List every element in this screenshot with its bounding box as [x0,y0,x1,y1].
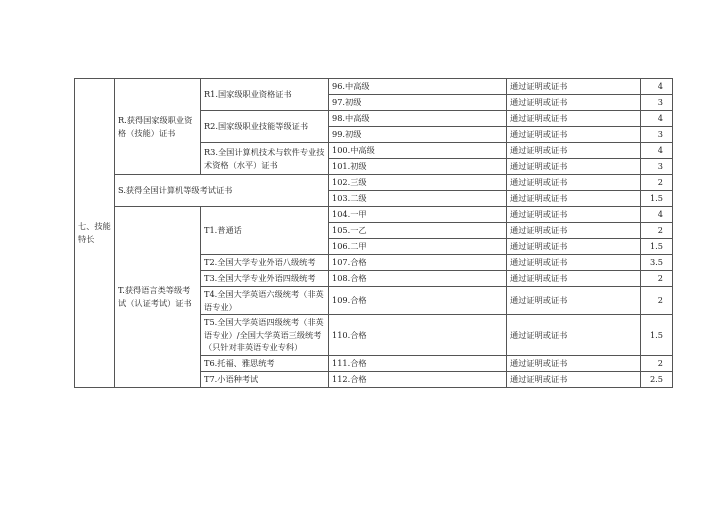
score-cell: 3 [641,95,673,111]
score-cell: 3 [641,159,673,175]
proof-cell: 通过证明或证书 [507,207,641,223]
sub-cell-r3: R3.全国计算机技术与软件专业技术资格（水平）证书 [201,143,329,175]
score-cell: 3.5 [641,255,673,271]
group-cell-r: R.获得国家级职业资格（技能）证书 [115,79,201,175]
score-cell: 1.5 [641,315,673,356]
level-cell: 112.合格 [329,372,507,388]
proof-cell: 通过证明或证书 [507,223,641,239]
level-cell: 108.合格 [329,271,507,287]
level-cell: 101.初级 [329,159,507,175]
score-cell: 2 [641,287,673,315]
table-row [75,207,673,223]
sub-cell-t2: T2.全国大学专业外语八级统考 [201,255,329,271]
level-cell: 107.合格 [329,255,507,271]
proof-cell: 通过证明或证书 [507,143,641,159]
score-cell: 2 [641,223,673,239]
proof-cell: 通过证明或证书 [507,255,641,271]
score-cell: 2 [641,175,673,191]
table-row [75,79,673,95]
proof-cell: 通过证明或证书 [507,315,641,356]
level-cell: 105.一乙 [329,223,507,239]
group-cell-s: S.获得全国计算机等级考试证书 [115,175,329,207]
level-cell: 109.合格 [329,287,507,315]
level-cell: 96.中高级 [329,79,507,95]
proof-cell: 通过证明或证书 [507,175,641,191]
level-cell: 106.二甲 [329,239,507,255]
score-cell: 2.5 [641,372,673,388]
sub-cell-r2: R2.国家级职业技能等级证书 [201,111,329,143]
sub-cell-t7: T7.小语种考试 [201,372,329,388]
level-cell: 110.合格 [329,315,507,356]
score-cell: 2 [641,356,673,372]
proof-cell: 通过证明或证书 [507,287,641,315]
level-cell: 99.初级 [329,127,507,143]
table-row [75,175,673,191]
proof-cell: 通过证明或证书 [507,127,641,143]
score-cell: 1.5 [641,191,673,207]
proof-cell: 通过证明或证书 [507,111,641,127]
proof-cell: 通过证明或证书 [507,271,641,287]
level-cell: 102.三级 [329,175,507,191]
category-cell: 七、技能特长 [75,79,115,388]
level-cell: 103.二级 [329,191,507,207]
level-cell: 97.初级 [329,95,507,111]
group-cell-t: T.获得语言类等级考试（认证考试）证书 [115,207,201,388]
proof-cell: 通过证明或证书 [507,79,641,95]
proof-cell: 通过证明或证书 [507,95,641,111]
score-cell: 4 [641,143,673,159]
score-cell: 3 [641,127,673,143]
sub-cell-t4: T4.全国大学英语六级统考（非英语专业） [201,287,329,315]
level-cell: 111.合格 [329,356,507,372]
sub-cell-t3: T3.全国大学专业外语四级统考 [201,271,329,287]
proof-cell: 通过证明或证书 [507,239,641,255]
score-cell: 4 [641,111,673,127]
level-cell: 100.中高级 [329,143,507,159]
sub-cell-r1: R1.国家级职业资格证书 [201,79,329,111]
proof-cell: 通过证明或证书 [507,191,641,207]
score-cell: 1.5 [641,239,673,255]
sub-cell-t5: T5.全国大学英语四级统考（非英语专业）/全国大学英语三级统考（只针对非英语专业专科） [201,315,329,356]
proof-cell: 通过证明或证书 [507,159,641,175]
proof-cell: 通过证明或证书 [507,372,641,388]
level-cell: 98.中高级 [329,111,507,127]
score-cell: 2 [641,271,673,287]
sub-cell-t6: T6.托福、雅思统考 [201,356,329,372]
skills-score-table [74,78,673,388]
score-cell: 4 [641,207,673,223]
sub-cell-t1: T1.普通话 [201,207,329,255]
level-cell: 104.一甲 [329,207,507,223]
score-cell: 4 [641,79,673,95]
proof-cell: 通过证明或证书 [507,356,641,372]
